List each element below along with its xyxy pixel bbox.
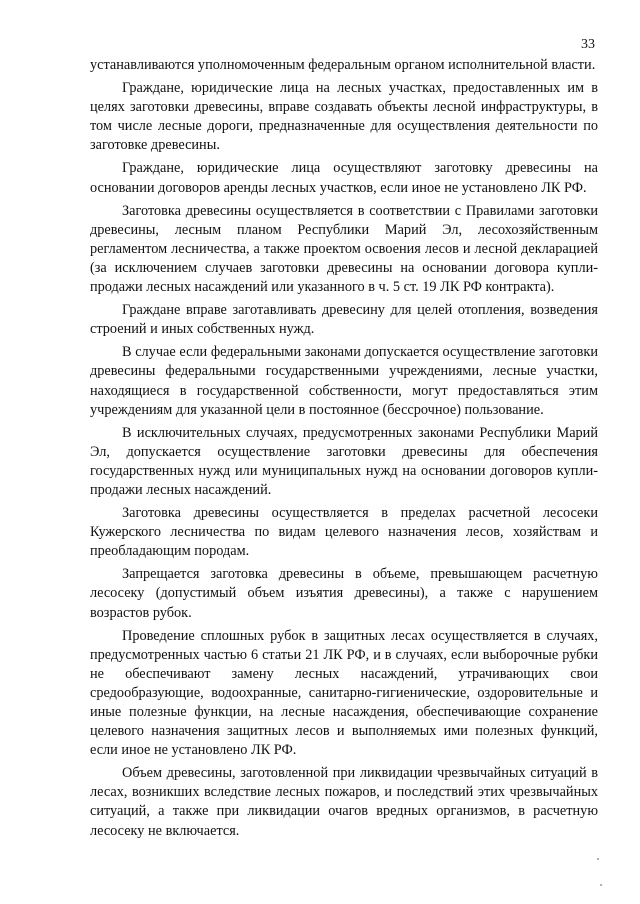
paragraph: Граждане вправе заготавливать древесину для целей отопления, возведения строений и иных собственных нужд.	[90, 302, 598, 338]
paragraph: устанавливаются уполномоченным федеральным органом исполнительной власти.	[90, 57, 596, 73]
scan-speck	[597, 858, 599, 860]
paragraph: В случае если федеральными законами допускается осуществление заготовки древесины федеральными государственными учреждениями, лесные участки, находящиеся в государственной собственности, могут предоставляться этим учреждениям для указанной цели в постоянное (бессрочное) пользование.	[90, 344, 598, 418]
paragraph: Объем древесины, заготовленной при ликвидации чрезвычайных ситуаций в лесах, возникших вследствие лесных пожаров, и последствий этих чрезвычайных ситуаций, а также при ликвидации очагов вредных организмов, в расчетную лесосеку не включается.	[90, 765, 598, 839]
paragraph: Проведение сплошных рубок в защитных лесах осуществляется в случаях, предусмотренных частью 6 статьи 21 ЛК РФ, и в случаях, если выборочные рубки не обеспечивают замену лесных насаждений, утрачивающих свои средообразующие, водоохранные, санитарно-гигиенические, оздоровительные и иные полезные функции, на лесные насаждения, обеспечивающие сохранение целевого назначения защитных лесов и выполняемых ими полезных функций, если иное не установлено ЛК РФ.	[90, 627, 598, 759]
paragraph: Заготовка древесины осуществляется в пределах расчетной лесосеки Кужерского лесничества по видам целевого назначения лесов, хозяйствам и преобладающим породам.	[90, 505, 598, 560]
paragraph: В исключительных случаях, предусмотренных законами Республики Марий Эл, допускается осуществление заготовки древесины для обеспечения государственных нужд или муниципальных нужд на основании договоров купли-продажи лесных насаждений.	[90, 424, 598, 498]
paragraph: Граждане, юридические лица на лесных участках, предоставленных им в целях заготовки древесины, вправе создавать объекты лесной инфраструктуры, в том числе лесные дороги, предназначенные для осуществления деятельности по заготовке древесины.	[90, 80, 598, 154]
paragraph: Заготовка древесины осуществляется в соответствии с Правилами заготовки древесины, лесным планом Республики Марий Эл, лесохозяйственным регламентом лесничества, а также проектом освоения лесов и лесной декларацией (за исключением случаев заготовки древесины на основании договора купли-продажи лесных насаждений или указанного в ч. 5 ст. 19 ЛК РФ контракта).	[90, 202, 598, 296]
page-number: 33	[581, 37, 595, 52]
document-body	[90, 56, 598, 845]
paragraph: Граждане, юридические лица осуществляют заготовку древесины на основании договоров аренды лесных участков, если иное не установлено ЛК РФ.	[90, 160, 598, 196]
scan-speck	[600, 884, 602, 886]
paragraph: Запрещается заготовка древесины в объеме, превышающем расчетную лесосеку (допустимый объем изъятия древесины), а также с нарушением возрастов рубок.	[90, 566, 598, 621]
